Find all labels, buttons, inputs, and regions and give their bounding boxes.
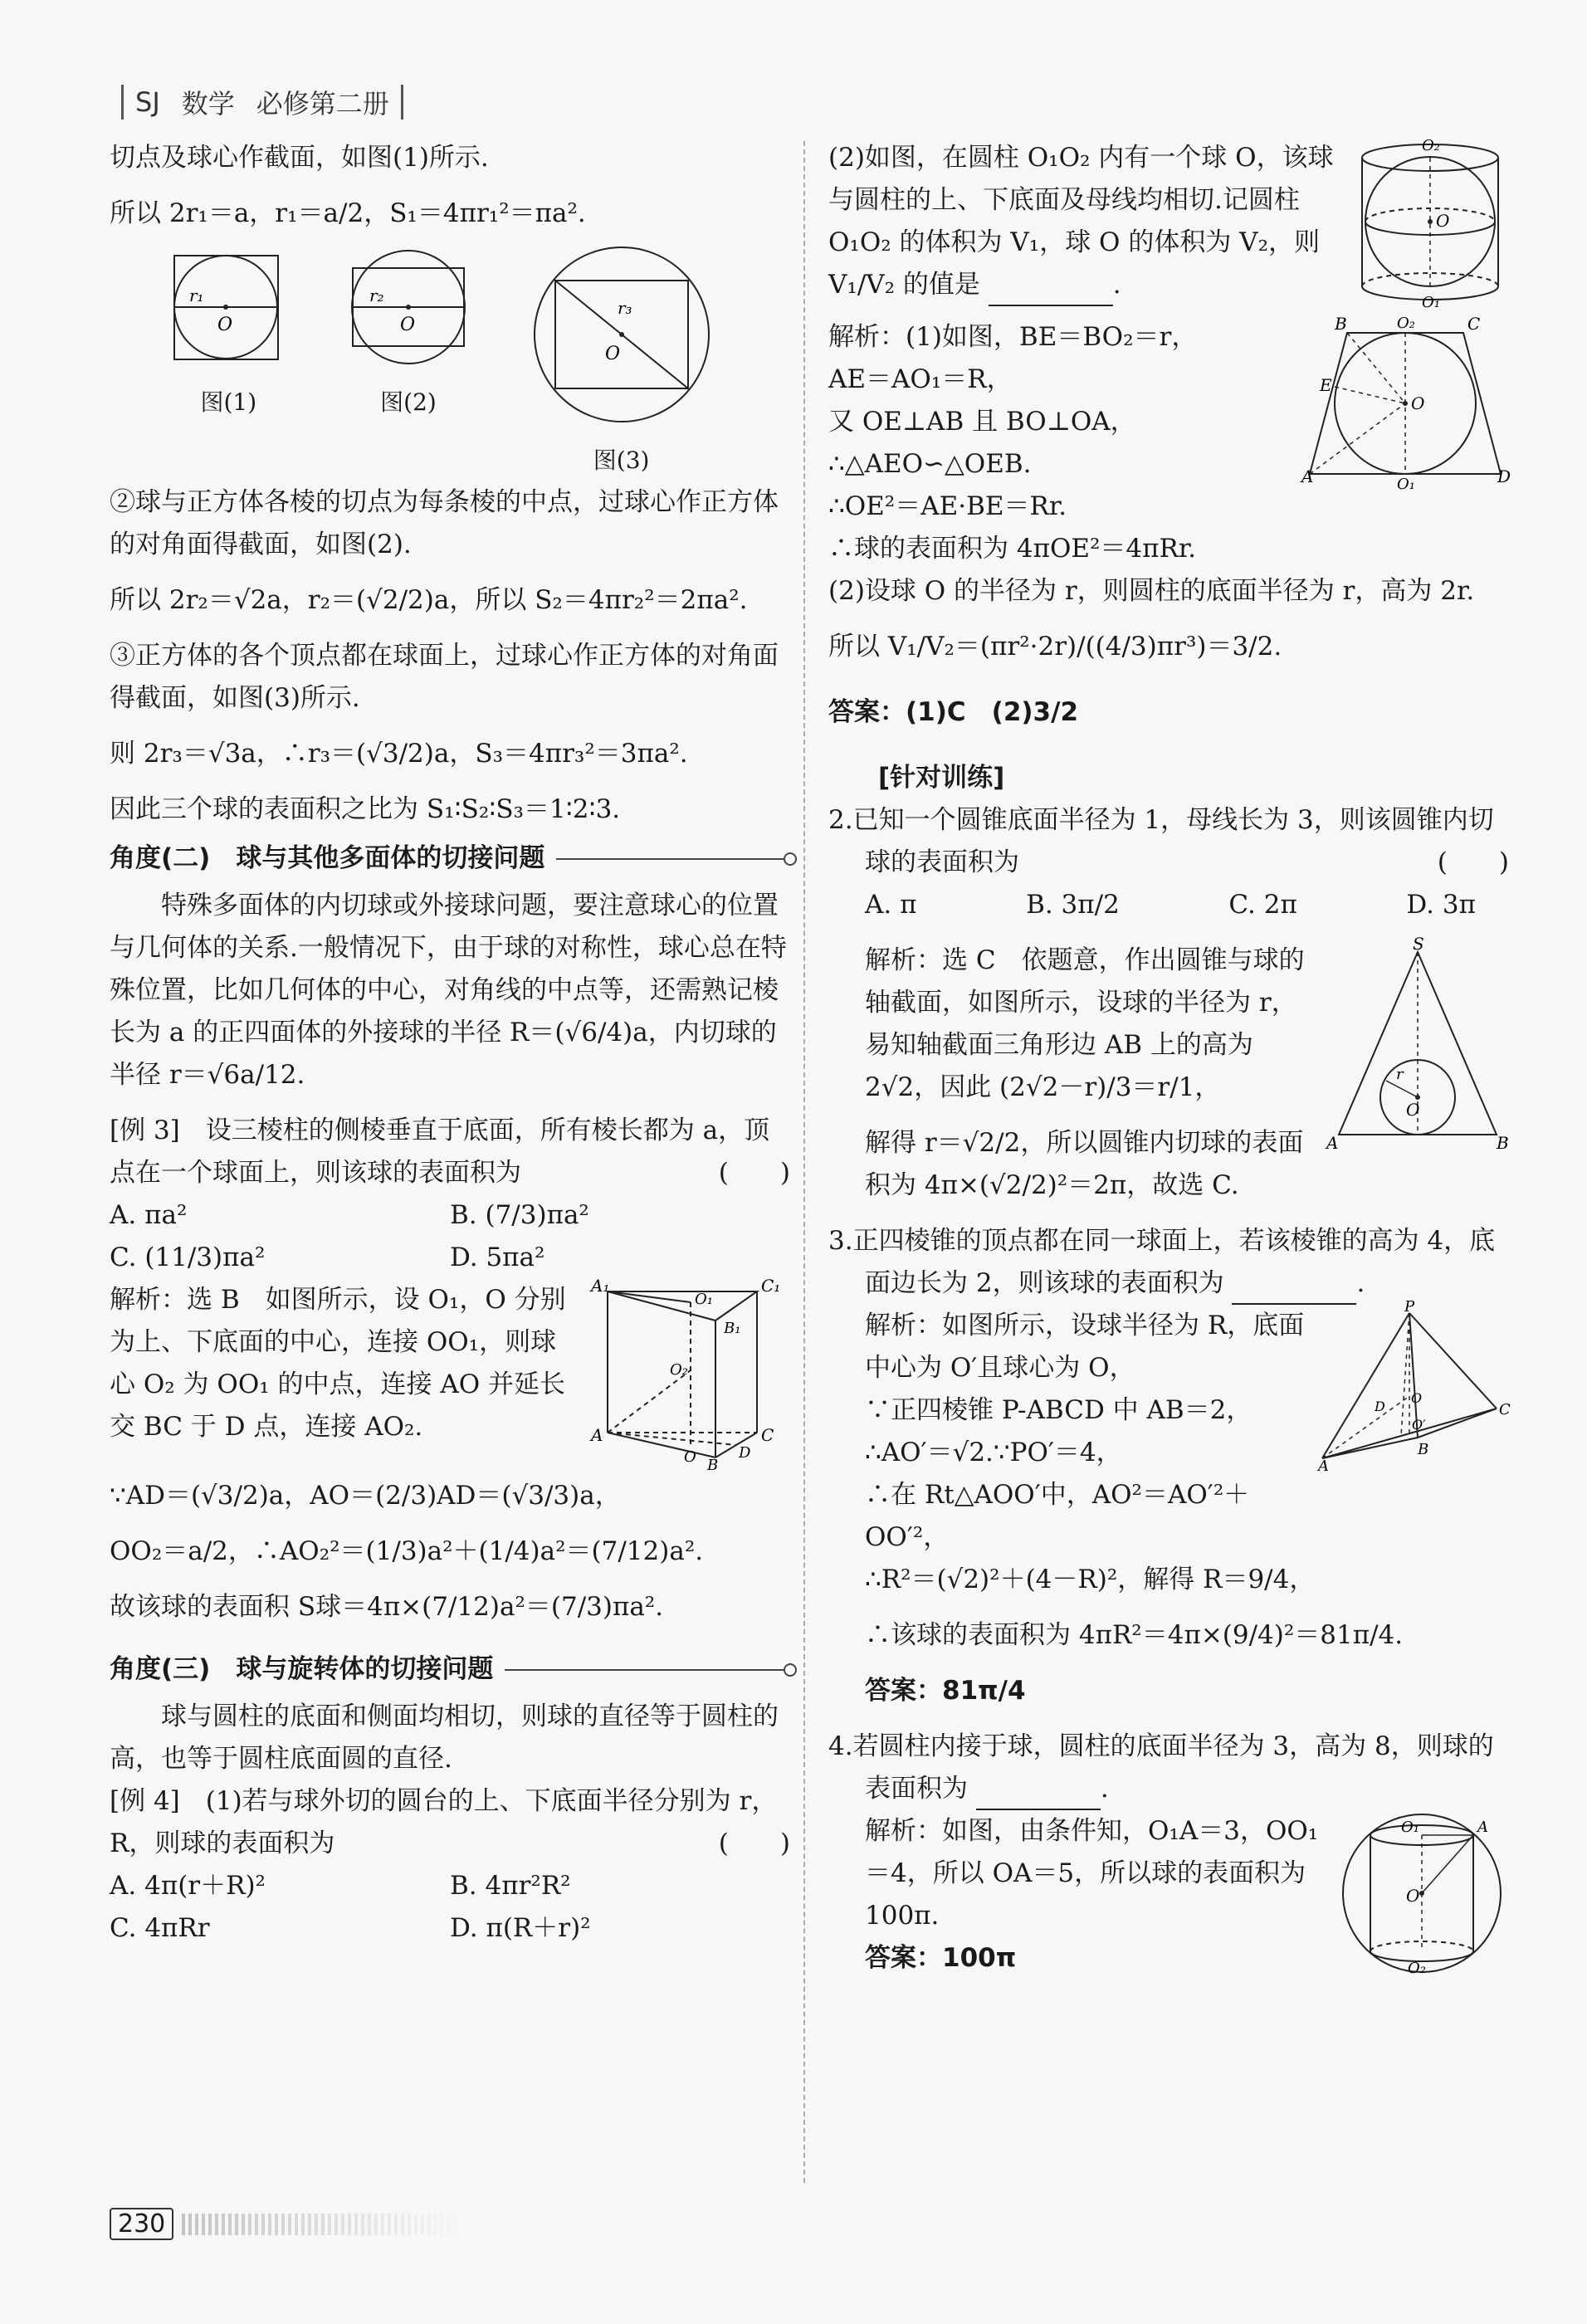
svg-text:D: D (739, 1444, 751, 1462)
figure-3-drawing (526, 243, 717, 426)
example-3-solution-2: ∵AD＝(√3/2)a，AO＝(2/3)AD＝(√3/3)a， (110, 1481, 621, 1511)
svg-text:O: O (1411, 1390, 1423, 1406)
cone-sphere-figure (1326, 934, 1509, 1155)
svg-text:O: O (217, 315, 233, 335)
svg-text:A: A (1318, 1457, 1329, 1475)
svg-text:O₁: O₁ (695, 1291, 713, 1308)
left-line-2: 所以 2r₁＝a，r₁＝a/2，S₁＝4πr₁²＝πa². (110, 198, 586, 228)
angle-2-title: 角度(二) 球与其他多面体的切接问题 (110, 843, 545, 873)
training-q3-blank (1232, 1273, 1356, 1305)
training-q2-solution-1: 解析：选 C 依题意，作出圆锥与球的轴截面，如图所示，设球的半径为 r，易知轴截面三角形边 AB 上的高为 2√2，因此 (2√2－r)/3＝r/1， (865, 945, 1305, 1102)
example-3-option-b: B. (7/3)πa² (450, 1200, 589, 1230)
solution-line-4: ∴△AEO∽△OEB. (828, 449, 1032, 479)
left-line-6: 则 2r₃＝√3a，∴r₃＝(√3/2)a，S₃＝4πr₃²＝3πa². (110, 739, 688, 769)
example-3-solution-4: 故该球的表面积 S球＝4π×(7/12)a²＝(7/3)πa². (110, 1592, 664, 1622)
training-q2-option-b: B. 3π/2 (1026, 890, 1120, 920)
pyramid-sphere-figure (1318, 1298, 1511, 1475)
svg-text:D: D (1497, 466, 1511, 486)
svg-text:A₁: A₁ (591, 1276, 610, 1296)
training-q3-solution-3: ∴AO′＝√2.∵PO′＝4， (865, 1438, 1122, 1467)
page-number: 230 (110, 2208, 173, 2240)
footer-dots (182, 2214, 464, 2235)
svg-text:O₁: O₁ (1397, 476, 1415, 493)
solution-line-1: 解析：(1)如图，BE＝BO₂＝r， (828, 322, 1198, 352)
svg-text:O: O (684, 1448, 696, 1466)
page-footer (110, 2208, 464, 2240)
example-4-option-b: B. 4πr²R² (450, 1871, 571, 1901)
svg-text:C₁: C₁ (761, 1276, 781, 1296)
svg-text:B: B (1335, 314, 1347, 334)
svg-text:E: E (1320, 375, 1332, 395)
svg-text:B₁: B₁ (724, 1320, 741, 1337)
svg-text:P: P (1404, 1298, 1415, 1316)
heading-rule (505, 1669, 790, 1671)
sphere-cylinder-figure (1335, 1810, 1509, 1976)
example-3-question (110, 1110, 790, 1194)
svg-text:O: O (604, 344, 620, 364)
svg-text:r: r (1396, 1066, 1404, 1083)
training-q2-text: 2.已知一个圆锥底面半径为 1，母线长为 3，则该圆锥内切球的表面积为 (828, 805, 1494, 877)
right-column (828, 137, 1509, 1981)
example-3-option-a: A. πa² (110, 1200, 188, 1230)
header-bar (121, 85, 124, 120)
example-3-solution-1: 解析：选 B 如图所示，设 O₁，O 分别为上、下底面的中心，连接 OO₁，则球心 O₂ 为 OO₁ 的中点，连接 AO 并延长交 BC 于 D 点，连接 AO₂. (110, 1285, 566, 1442)
svg-text:O₂: O₂ (1397, 315, 1415, 332)
cube-figures (143, 243, 740, 481)
training-q3-text: 3.正四棱锥的顶点都在同一球面上，若该棱锥的高为 4，底面边长为 2，则该球的表面积为 (828, 1226, 1496, 1298)
cylinder-sphere-figure (1351, 137, 1509, 311)
heading-rule (556, 858, 790, 860)
solution-line-8: 所以 V₁/V₂＝(πr²·2r)/((4/3)πr³)＝3/2. (828, 632, 1282, 662)
figure-3 (526, 243, 717, 481)
frustum-sphere-figure (1301, 316, 1509, 491)
example-3-solution-3: OO₂＝a/2，∴AO₂²＝(1/3)a²＋(1/4)a²＝(7/12)a². (110, 1536, 704, 1566)
angle-3-heading (110, 1648, 790, 1691)
training-q4-text: 4.若圆柱内接于球，圆柱的底面半径为 3，高为 8，则球的表面积为 (828, 1731, 1494, 1804)
training-q2-option-a: A. π (865, 890, 917, 920)
figure-2-drawing (338, 243, 479, 368)
svg-text:A: A (1326, 1133, 1339, 1153)
solution-line-5: ∴OE²＝AE·BE＝Rr. (828, 491, 1067, 521)
training-q3-solution-4: ∴在 Rt△AOO′中，AO²＝AO′²＋OO′²， (865, 1480, 1250, 1552)
training-q3-solution-2: ∵正四棱锥 P-ABCD 中 AB＝2， (865, 1395, 1253, 1425)
column-divider (803, 141, 805, 2183)
figure-2 (338, 243, 479, 481)
angle-2-heading (110, 837, 790, 880)
svg-text:C: C (1499, 1401, 1511, 1418)
example-4-text: [例 4] (1)若与球外切的圆台的上、下底面半径分别为 r，R，则球的表面积为 (110, 1786, 778, 1858)
figure-1-label: 图(1) (200, 388, 257, 416)
svg-text:O₁: O₁ (1422, 294, 1440, 311)
left-line-3: ②球与正方体各棱的切点为每条棱的中点，过球心作正方体的对角面得截面，如图(2). (110, 487, 779, 559)
prism-figure (591, 1276, 790, 1474)
example-4-part-2: (2)如图，在圆柱 O₁O₂ 内有一个球 O，该球与圆柱的上、下底面及母线均相切.记圆柱 O₁O₂ 的体积为 V₁，球 O 的体积为 V₂，则 V₁/V₂ 的值是 . (828, 137, 1509, 306)
svg-text:O: O (1411, 393, 1425, 413)
left-column (110, 137, 790, 1950)
svg-text:C: C (1467, 314, 1481, 334)
left-line-4: 所以 2r₂＝√2a，r₂＝(√2/2)a，所以 S₂＝4πr₂²＝2πa². (110, 585, 748, 615)
svg-text:O′: O′ (1412, 1417, 1426, 1433)
svg-text:O₁: O₁ (1401, 1819, 1419, 1836)
figure-2-label: 图(2) (380, 388, 437, 416)
example-4-answer-paren: ( ) (718, 1828, 790, 1858)
example-3-options (110, 1194, 790, 1279)
figure-1-drawing (166, 243, 291, 368)
example-4-option-d: D. π(R＋r)² (450, 1913, 591, 1943)
svg-text:O: O (1406, 1886, 1420, 1906)
training-q2-paren: ( ) (1437, 847, 1509, 877)
svg-text:A: A (1301, 466, 1314, 486)
training-q2-options (828, 884, 1509, 926)
figure-1 (166, 243, 291, 481)
svg-text:O: O (1436, 211, 1450, 231)
example-3-answer-paren: ( ) (718, 1158, 790, 1188)
training-q3-solution-1: 解析：如图所示，设球半径为 R，底面中心为 O′且球心为 O， (865, 1311, 1305, 1383)
training-q4-blank (976, 1779, 1101, 1810)
training-q4-answer: 答案：100π (865, 1943, 1017, 1973)
angle-3-title: 角度(三) 球与旋转体的切接问题 (110, 1654, 494, 1684)
svg-text:A: A (1477, 1819, 1488, 1836)
svg-text:A: A (591, 1425, 603, 1445)
header-series: SJ (135, 86, 160, 118)
header-book: 必修第二册 (256, 88, 389, 120)
left-line-1: 切点及球心作截面，如图(1)所示. (110, 143, 489, 173)
svg-text:r₁: r₁ (189, 286, 204, 305)
figure-3-label: 图(3) (593, 447, 650, 474)
example-3-text: [例 3] 设三棱柱的侧棱垂直于底面，所有棱长都为 a，顶点在一个球面上，则该球的表面积为 (110, 1116, 770, 1188)
solution-line-6: ∴球的表面积为 4πOE²＝4πRr. (828, 534, 1197, 564)
example-4-question (110, 1780, 790, 1865)
solution-line-2: AE＝AO₁＝R， (828, 364, 1013, 394)
svg-text:r₃: r₃ (617, 298, 632, 318)
svg-text:B: B (1418, 1441, 1429, 1458)
example-4-option-a: A. 4π(r＋R)² (110, 1871, 266, 1901)
svg-text:O₂: O₂ (1422, 137, 1440, 154)
angle-3-body: 球与圆柱的底面和侧面均相切，则球的直径等于圆柱的高，也等于圆柱底面圆的直径. (110, 1702, 779, 1774)
svg-text:D: D (1375, 1399, 1385, 1414)
svg-text:C: C (761, 1425, 774, 1445)
svg-text:O₂: O₂ (1408, 1960, 1426, 1977)
training-q2-option-d: D. 3π (1406, 890, 1476, 920)
svg-text:O: O (399, 315, 416, 335)
example-4-part-2-blank (989, 275, 1113, 306)
svg-text:r₂: r₂ (369, 286, 384, 305)
example-4-part-2-text: (2)如图，在圆柱 O₁O₂ 内有一个球 O，该球与圆柱的上、下底面及母线均相切.记圆柱 O₁O₂ 的体积为 V₁，球 O 的体积为 V₂，则 V₁/V₂ 的值是 (828, 143, 1334, 300)
svg-text:O₂: O₂ (670, 1361, 688, 1379)
training-q4-solution: 解析：如图，由条件知，O₁A＝3，OO₁＝4，所以 OA＝5，所以球的表面积为 100π. (865, 1816, 1319, 1931)
training-q4: 4.若圆柱内接于球，圆柱的底面半径为 3，高为 8，则球的表面积为 . (828, 1726, 1509, 1810)
svg-text:O: O (1406, 1100, 1420, 1120)
left-line-5: ③正方体的各个顶点都在球面上，过球心作正方体的对角面得截面，如图(3)所示. (110, 641, 779, 713)
solution-line-7: (2)设球 O 的半径为 r，则圆柱的底面半径为 r，高为 2r. (828, 576, 1475, 606)
training-q2-option-c: C. 2π (1228, 890, 1297, 920)
svg-text:S: S (1413, 934, 1424, 954)
svg-text:B: B (1497, 1133, 1509, 1153)
training-q3-solution-5: ∴R²＝(√2)²＋(4－R)²，解得 R＝9/4， (865, 1565, 1316, 1594)
solution-line-3: 又 OE⊥AB 且 BO⊥OA， (828, 407, 1136, 437)
header-subject: 数学 (181, 88, 235, 120)
training-title: [针对训练] (878, 763, 1005, 793)
training-q2 (828, 799, 1509, 884)
training-q2-solution-2: 解得 r＝√2/2，所以圆锥内切球的表面积为 4π×(√2/2)²＝2π，故选 C. (865, 1128, 1304, 1200)
training-q3-solution-6: ∴该球的表面积为 4πR²＝4π×(9/4)²＝81π/4. (865, 1620, 1404, 1650)
page-header (110, 81, 415, 123)
training-q3-answer: 答案：81π/4 (865, 1676, 1026, 1706)
answer-example-4: 答案：(1)C (2)3/2 (828, 697, 1079, 727)
header-bar-right (401, 85, 403, 120)
svg-text:B: B (707, 1457, 719, 1474)
example-4-options (110, 1865, 790, 1950)
example-3-option-d: D. 5πa² (450, 1243, 545, 1272)
left-line-7: 因此三个球的表面积之比为 S₁∶S₂∶S₃＝1∶2∶3. (110, 794, 621, 824)
example-3-option-c: C. (11/3)πa² (110, 1243, 266, 1272)
training-q3: 3.正四棱锥的顶点都在同一球面上，若该棱锥的高为 4，底面边长为 2，则该球的表面积为 . (828, 1220, 1509, 1305)
example-4-option-c: C. 4πRr (110, 1913, 210, 1943)
angle-2-body: 特殊多面体的内切球或外接球问题，要注意球心的位置与几何体的关系.一般情况下，由于球的对称性，球心总在特殊位置，比如几何体的中心，对角线的中点等，还需熟记棱长为 a 的正四面体的外接球的半径 R＝(√6/4)a，内切球的半径 r＝√6a/12. (110, 891, 787, 1090)
